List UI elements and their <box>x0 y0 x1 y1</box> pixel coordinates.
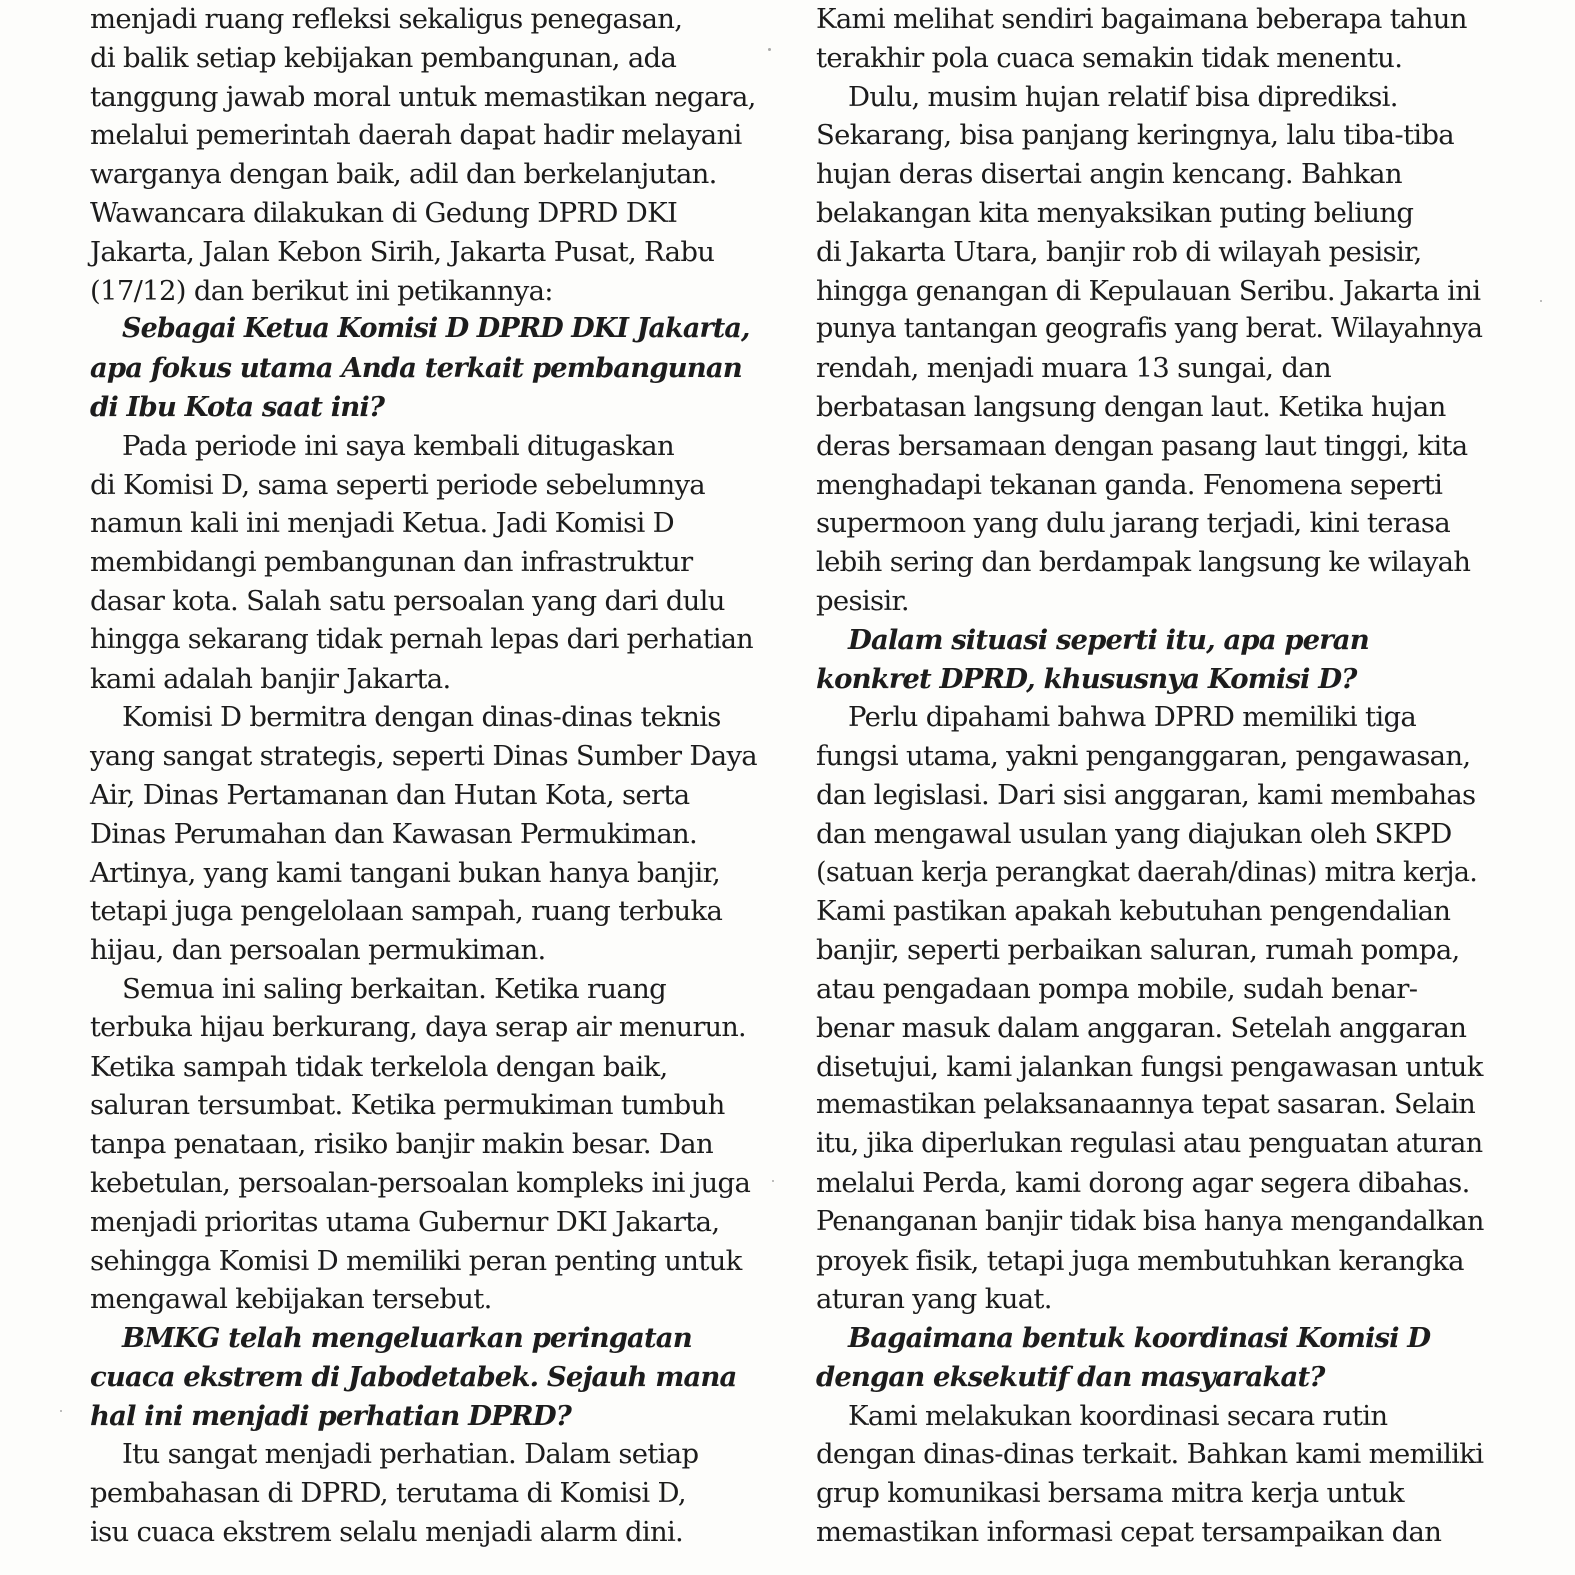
article-line: proyek fisik, tetapi juga membutuhkan kerangka <box>816 1244 1464 1277</box>
article-line: lebih sering dan berdampak langsung ke wilayah <box>816 546 1471 579</box>
question-line: di Ibu Kota saat ini? <box>90 390 385 423</box>
article-line: Ketika sampah tidak terkelola dengan baik, <box>90 1050 668 1083</box>
article-line: dengan dinas-dinas terkait. Bahkan kami memiliki <box>816 1438 1484 1471</box>
question-line: cuaca ekstrem di Jabodetabek. Sejauh mana <box>90 1360 737 1393</box>
article-line: dasar kota. Salah satu persoalan yang dari dulu <box>90 584 725 617</box>
article-line: atau pengadaan pompa mobile, sudah benar- <box>816 972 1418 1005</box>
article-line: memastikan pelaksanaannya tepat sasaran. Selain <box>816 1089 1476 1121</box>
article-line: terbuka hijau berkurang, daya serap air menurun. <box>90 1011 746 1043</box>
article-line: disetujui, kami jalankan fungsi pengawasan untuk <box>816 1050 1483 1083</box>
article-line: aturan yang kuat. <box>816 1283 1052 1316</box>
article-line: Sekarang, bisa panjang keringnya, lalu tiba-tiba <box>816 119 1454 152</box>
article-line: hujan deras disertai angin kencang. Bahkan <box>816 158 1402 191</box>
scan-speck <box>1540 300 1542 302</box>
article-line: melalui pemerintah daerah dapat hadir melayani <box>90 119 742 152</box>
article-line: (17/12) dan berikut ini petikannya: <box>90 274 553 307</box>
right-column <box>816 0 1484 1552</box>
question-line: konkret DPRD, khususnya Komisi D? <box>816 662 1357 695</box>
article-line: tanggung jawab moral untuk memastikan negara, <box>90 80 756 113</box>
question-line: Dalam situasi seperti itu, apa peran <box>848 623 1369 656</box>
article-line: Artinya, yang kami tangani bukan hanya banjir, <box>90 856 721 889</box>
article-line: Kami pastikan apakah kebutuhan pengendalian <box>816 895 1451 928</box>
article-line: hijau, dan persoalan permukiman. <box>90 934 546 967</box>
scan-speck <box>768 48 771 51</box>
article-line: Penanganan banjir tidak bisa hanya mengandalkan <box>816 1205 1484 1237</box>
article-line: dan legislasi. Dari sisi anggaran, kami membahas <box>816 778 1476 811</box>
article-line: namun kali ini menjadi Ketua. Jadi Komisi D <box>90 507 675 540</box>
question-line: BMKG telah mengeluarkan peringatan <box>122 1322 692 1355</box>
article-line: banjir, seperti perbaikan saluran, rumah pompa, <box>816 934 1460 967</box>
article-line: menghadapi tekanan ganda. Fenomena seperti <box>816 468 1443 501</box>
article-line: supermoon yang dulu jarang terjadi, kini terasa <box>816 507 1451 540</box>
article-line: hingga sekarang tidak pernah lepas dari perhatian <box>90 623 753 655</box>
article-line: menjadi prioritas utama Gubernur DKI Jakarta, <box>90 1205 720 1238</box>
article-line: punya tantangan geografis yang berat. Wilayahnya <box>816 313 1483 345</box>
article-line: Wawancara dilakukan di Gedung DPRD DKI <box>90 196 678 229</box>
scan-speck <box>772 1180 774 1182</box>
article-line: hingga genangan di Kepulauan Seribu. Jakarta ini <box>816 274 1481 307</box>
question-line: dengan eksekutif dan masyarakat? <box>816 1360 1325 1393</box>
article-line: yang sangat strategis, seperti Dinas Sumber Daya <box>90 740 757 773</box>
article-line: isu cuaca ekstrem selalu menjadi alarm dini. <box>90 1516 684 1549</box>
article-line: memastikan informasi cepat tersampaikan dan <box>816 1516 1442 1549</box>
article-line: sehingga Komisi D memiliki peran penting untuk <box>90 1244 742 1277</box>
article-line: Perlu dipahami bahwa DPRD memiliki tiga <box>848 701 1417 734</box>
question-line: Sebagai Ketua Komisi D DPRD DKI Jakarta, <box>122 313 750 345</box>
article-line: fungsi utama, yakni penganggaran, pengawasan, <box>816 740 1471 773</box>
left-column <box>90 0 758 1552</box>
article-line: tetapi juga pengelolaan sampah, ruang terbuka <box>90 895 723 928</box>
article-line: di balik setiap kebijakan pembangunan, ada <box>90 41 677 74</box>
article-line: Dinas Perumahan dan Kawasan Permukiman. <box>90 817 698 850</box>
article-line: kami adalah banjir Jakarta. <box>90 662 451 695</box>
article-line: itu, jika diperlukan regulasi atau penguatan aturan <box>816 1128 1483 1160</box>
article-line: melalui Perda, kami dorong agar segera dibahas. <box>816 1166 1470 1199</box>
article-line: membidangi pembangunan dan infrastruktur <box>90 546 693 579</box>
article-line: Kami melihat sendiri bagaimana beberapa tahun <box>816 3 1467 35</box>
question-line: Bagaimana bentuk koordinasi Komisi D <box>848 1322 1431 1355</box>
article-line: (satuan kerja perangkat daerah/dinas) mitra kerja. <box>816 856 1478 888</box>
article-line: pesisir. <box>816 584 909 617</box>
article-line: Kami melakukan koordinasi secara rutin <box>848 1399 1388 1432</box>
article-line: kebetulan, persoalan-persoalan kompleks ini juga <box>90 1166 751 1199</box>
article-line: di Jakarta Utara, banjir rob di wilayah pesisir, <box>816 235 1422 268</box>
article-line: saluran tersumbat. Ketika permukiman tumbuh <box>90 1089 725 1122</box>
article-line: grup komunikasi bersama mitra kerja untuk <box>816 1477 1404 1510</box>
question-line: apa fokus utama Anda terkait pembangunan <box>90 352 742 385</box>
article-line: tanpa penataan, risiko banjir makin besar. Dan <box>90 1128 713 1161</box>
article-line: Pada periode ini saya kembali ditugaskan <box>122 429 675 462</box>
article-line: berbatasan langsung dengan laut. Ketika hujan <box>816 390 1446 423</box>
article-line: mengawal kebijakan tersebut. <box>90 1283 492 1316</box>
article-line: deras bersamaan dengan pasang laut tinggi, kita <box>816 429 1468 462</box>
article-line: benar masuk dalam anggaran. Setelah anggaran <box>816 1011 1467 1044</box>
article-line: Dulu, musim hujan relatif bisa diprediksi. <box>848 80 1398 113</box>
article-line: rendah, menjadi muara 13 sungai, dan <box>816 352 1331 385</box>
scan-speck <box>60 1410 62 1412</box>
article-line: terakhir pola cuaca semakin tidak menentu. <box>816 41 1403 74</box>
article-line: Itu sangat menjadi perhatian. Dalam setiap <box>122 1438 699 1471</box>
question-line: hal ini menjadi perhatian DPRD? <box>90 1399 571 1432</box>
article-line: menjadi ruang refleksi sekaligus penegasan, <box>90 3 683 35</box>
article-line: Jakarta, Jalan Kebon Sirih, Jakarta Pusat, Rabu <box>90 235 715 268</box>
article-line: dan mengawal usulan yang diajukan oleh SKPD <box>816 817 1452 850</box>
article-line: pembahasan di DPRD, terutama di Komisi D, <box>90 1477 686 1510</box>
article-line: Air, Dinas Pertamanan dan Hutan Kota, serta <box>90 778 690 811</box>
article-line: Komisi D bermitra dengan dinas-dinas teknis <box>122 701 721 734</box>
article-line: Semua ini saling berkaitan. Ketika ruang <box>122 972 667 1005</box>
article-line: di Komisi D, sama seperti periode sebelumnya <box>90 468 705 501</box>
article-line: warganya dengan baik, adil dan berkelanjutan. <box>90 158 717 191</box>
article-line: belakangan kita menyaksikan puting beliung <box>816 196 1414 229</box>
